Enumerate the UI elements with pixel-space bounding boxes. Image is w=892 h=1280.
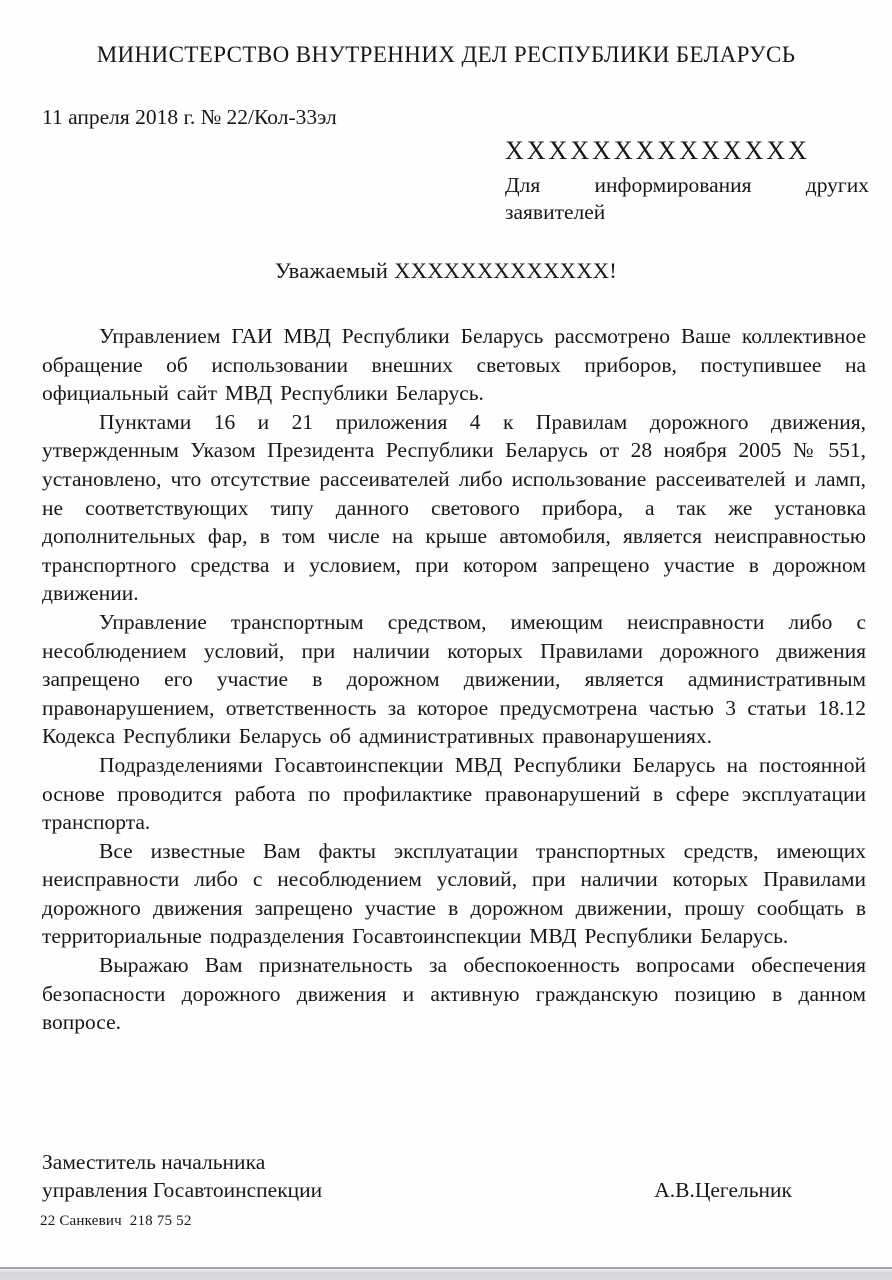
addressee-block (505, 134, 869, 226)
signature-position (42, 1148, 322, 1204)
addressee-note: Для информирования других заявителей (505, 173, 869, 224)
signature-position-line1: Заместитель начальника (42, 1150, 266, 1174)
salutation-line: Уважаемый ХХХХХХХХХХХХХ! (274, 258, 618, 283)
reference-date-number: 11 апреля 2018 г. № 22/Кол-33эл (42, 105, 337, 129)
body-paragraph: Управлением ГАИ МВД Республики Беларусь рассмотрено Ваше коллективное обращение об использовании внешних световых приборов, поступившее на официальный сайт МВД Республики Беларусь. (42, 324, 866, 406)
signature-block (42, 1148, 792, 1204)
signature-position-line2: управления Госавтоинспекции (42, 1178, 323, 1202)
body-paragraph: Выражаю Вам признательность за обеспокоенность вопросами обеспечения безопасности дорожного движения и активную гражданскую позицию в данном вопросе. (42, 953, 866, 1035)
executor-contact-line: 22 Санкевич 218 75 52 (40, 1213, 192, 1229)
body-paragraph: Управление транспортным средством, имеющим неисправности либо с несоблюдением условий, при наличии которых Правилами дорожного движения запрещено его участие в дорожном движении, является административным правонарушением, ответственность за которое предусмотрена частью 3 статьи 18.12 Кодекса Республики Беларусь об административных правонарушениях. (42, 609, 866, 749)
letter-body (42, 322, 866, 1102)
body-paragraph: Пунктами 16 и 21 приложения 4 к Правилам дорожного движения, утвержденным Указом Президента Республики Беларусь от 28 ноября 2005 № 551, установлено, что отсутствие рассеивателей либо использование рассеивателей и ламп, не соответствующих типу данного светового прибора, а так же установка дополнительных фар, в том числе на крыше автомобиля, является неисправностью транспортного средства и условием, при котором запрещено участие в дорожном движении. (42, 409, 866, 606)
horizontal-scrollbar[interactable] (0, 1267, 892, 1280)
body-paragraph: Подразделениями Госавтоинспекции МВД Республики Беларусь на постоянной основе проводится работа по профилактике правонарушений в сфере эксплуатации транспорта. (42, 752, 866, 835)
signature-name: А.В.Цегельник (654, 1178, 792, 1202)
addressee-masked-name: ХХХХХХХХХХХХХХ (505, 136, 810, 165)
letterhead-title: МИНИСТЕРСТВО ВНУТРЕННИХ ДЕЛ РЕСПУБЛИКИ БЕЛАРУСЬ (96, 42, 796, 67)
body-paragraph: Все известные Вам факты эксплуатации транспортных средств, имеющих неисправности либо с несоблюдением условий, при наличии которых Правилами дорожного движения запрещено участие в дорожном движении, прошу сообщать в территориальные подразделения Госавтоинспекции МВД Республики Беларусь. (42, 838, 866, 949)
